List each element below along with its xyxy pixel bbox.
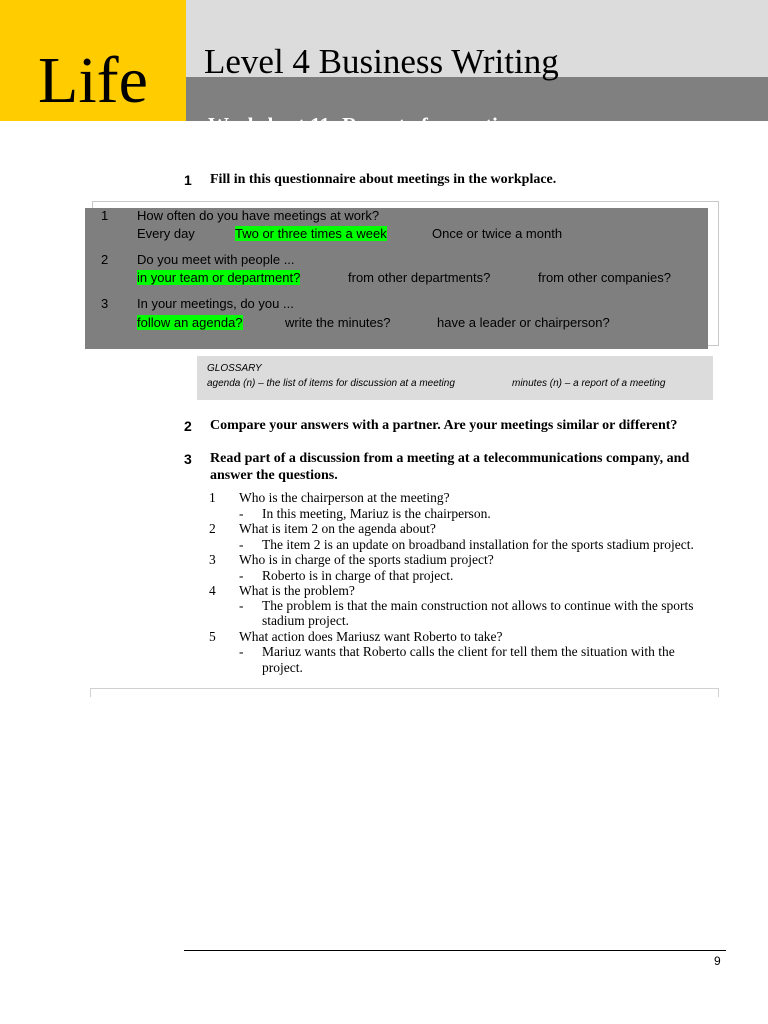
t3-a4-answer-line1[interactable]: The problem is that the main construction not allows to continue with the sports [262, 598, 694, 613]
footer-rule [184, 950, 726, 951]
t3-q5-question: What action does Mariusz want Roberto to take? [239, 629, 503, 644]
task2-instruction: Compare your answers with a partner. Are your meetings similar or different? [210, 418, 678, 433]
page-number: 9 [714, 954, 721, 968]
q1-option-3[interactable]: Once or twice a month [432, 226, 563, 241]
q1-number: 1 [101, 208, 109, 223]
t3-a5-answer-line1[interactable]: Mariuz wants that Roberto calls the client for tell them the situation with the [262, 644, 675, 659]
q2-option-3[interactable]: from other companies? [538, 270, 671, 285]
glossary-entry-minutes: minutes (n) – a report of a meeting [512, 378, 666, 389]
t3-a5-answer-line2[interactable]: project. [262, 660, 303, 675]
t3-a3-answer[interactable]: Roberto is in charge of that project. [262, 568, 454, 583]
t3-a1-dash: - [239, 506, 244, 521]
glossary-entry-agenda: agenda (n) – the list of items for discussion at a meeting [207, 378, 455, 389]
q2-option-2[interactable]: from other departments? [348, 270, 491, 285]
t3-q1-number: 1 [209, 490, 216, 505]
q3-option-1-selected[interactable]: follow an agenda? [137, 315, 243, 330]
t3-q2-number: 2 [209, 521, 216, 536]
glossary-title: GLOSSARY [207, 363, 262, 374]
q2-number: 2 [101, 252, 109, 267]
t3-a3-dash: - [239, 568, 244, 583]
q1-option-1[interactable]: Every day [137, 226, 195, 241]
q2-text: Do you meet with people ... [137, 252, 295, 267]
t3-a2-answer[interactable]: The item 2 is an update on broadband installation for the sports stadium project. [262, 537, 694, 552]
glossary-box [197, 356, 713, 400]
worksheet-subtitle: Worksheet 11: Report of a meeting [208, 113, 521, 137]
t3-q3-number: 3 [209, 552, 216, 567]
t3-q1-question: Who is the chairperson at the meeting? [239, 490, 450, 505]
page-title: Level 4 Business Writing [204, 42, 559, 81]
task1-instruction: Fill in this questionnaire about meetings in the workplace. [210, 172, 557, 187]
task3-instruction-line1: Read part of a discussion from a meeting at a telecommunications company, and [210, 451, 690, 466]
t3-q5-number: 5 [209, 629, 216, 644]
t3-a4-dash: - [239, 598, 244, 613]
q3-number: 3 [101, 296, 109, 311]
task3-number: 3 [184, 451, 192, 467]
q3-option-3[interactable]: have a leader or chairperson? [437, 315, 610, 330]
t3-a5-dash: - [239, 644, 244, 659]
q1-text: How often do you have meetings at work? [137, 208, 380, 223]
q2-option-1-selected[interactable]: in your team or department? [137, 270, 301, 285]
header-band-bottom [186, 77, 768, 137]
t3-q4-number: 4 [209, 583, 216, 598]
t3-q2-question: What is item 2 on the agenda about? [239, 521, 436, 536]
task2-number: 2 [184, 418, 192, 434]
t3-q4-question: What is the problem? [239, 583, 355, 598]
t3-a1-answer[interactable]: In this meeting, Mariuz is the chairperson. [262, 506, 491, 521]
t3-a4-answer-line2[interactable]: stadium project. [262, 613, 349, 628]
q3-text: In your meetings, do you ... [137, 296, 294, 311]
logo: Life [38, 44, 148, 117]
q1-option-2-selected[interactable]: Two or three times a week [235, 226, 387, 241]
task1-number: 1 [184, 172, 192, 188]
t3-a2-dash: - [239, 537, 244, 552]
questionnaire [85, 208, 708, 349]
t3-q3-question: Who is in charge of the sports stadium project? [239, 552, 494, 567]
task3-instruction-line2: answer the questions. [210, 468, 338, 483]
section-divider [90, 688, 719, 697]
q3-option-2[interactable]: write the minutes? [285, 315, 391, 330]
